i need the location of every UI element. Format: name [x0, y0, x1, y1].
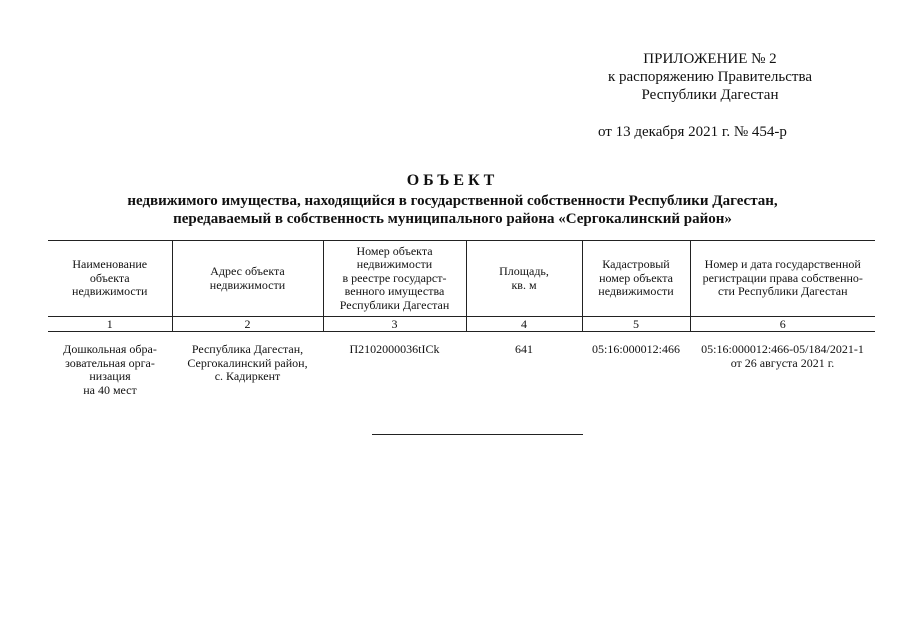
appendix-authority: Республики Дагестан: [641, 87, 779, 103]
column-number: 2: [172, 317, 323, 332]
header-text-line: недвижимости: [209, 277, 286, 292]
appendix-number: ПРИЛОЖЕНИЕ № 2: [643, 51, 777, 67]
header-text-line: Кадастровый: [602, 257, 670, 272]
cell-text-line: Республика Дагестан,: [191, 342, 304, 356]
header-text-line: номер объекта: [599, 270, 673, 285]
header-text-line: Республики Дагестан: [339, 297, 450, 312]
column-number: 1: [48, 317, 172, 332]
column-number: 4: [466, 317, 582, 332]
header-text-line: Площадь,: [499, 264, 549, 278]
header-text-line: в реестре государст-: [342, 270, 447, 285]
header-cell-cadastral: [582, 241, 690, 317]
cell-text-line: на 40 мест: [83, 382, 137, 397]
header-cell-area: [466, 241, 582, 317]
column-number: 5: [582, 317, 690, 332]
cell-text-line: Дошкольная обра-: [63, 342, 157, 356]
cell-area: [466, 332, 582, 398]
header-text-line: Номер объекта: [356, 243, 433, 258]
header-text-line: Наименование: [72, 257, 148, 272]
column-number: 6: [690, 317, 875, 332]
document-title: ОБЪЕКТ: [406, 172, 499, 189]
cell-text-line: от 26 августа 2021 г.: [730, 355, 835, 370]
appendix-order-ref: к распоряжению Правительства: [607, 69, 812, 85]
header-text-line: объекта: [89, 270, 130, 285]
header-cell-address: [172, 241, 323, 317]
header-text-line: кв. м: [511, 277, 537, 292]
cell-text-line: низация: [89, 369, 131, 383]
cell-registration: [690, 332, 875, 398]
document-subtitle-line-1: недвижимого имущества, находящийся в государственной собственности Республики Дагестан,: [127, 193, 778, 209]
header-text-line: регистрации права собственно-: [702, 270, 863, 285]
header-text-line: Номер и дата государственной: [704, 257, 861, 272]
cell-cadastral-number: [582, 332, 690, 398]
end-separator-line: [372, 434, 583, 435]
cell-object-name: [48, 332, 172, 398]
cell-registry-number: [323, 332, 466, 398]
header-text-line: недвижимости: [598, 284, 674, 299]
header-text-line: недвижимости: [72, 284, 148, 299]
document-subtitle-line-2: передаваемый в собственность муниципального района «Сергокалинский район»: [173, 211, 732, 227]
cell-text-line: 05:16:000012:466: [591, 342, 680, 356]
property-table: [48, 240, 875, 397]
table-row: [48, 332, 875, 398]
cell-text-line: зовательная орга-: [65, 355, 155, 370]
table-header-row: [48, 241, 875, 317]
header-text-line: сти Республики Дагестан: [717, 284, 848, 299]
header-text-line: Адрес объекта: [210, 264, 285, 278]
cell-text-line: Сергокалинский район,: [187, 355, 308, 370]
header-cell-registration: [690, 241, 875, 317]
appendix-block: [560, 50, 860, 104]
header-text-line: недвижимости: [356, 257, 433, 272]
header-text-line: венного имущества: [344, 284, 445, 299]
cell-text-line: 641: [515, 342, 533, 356]
header-cell-registry-number: [323, 241, 466, 317]
cell-address: [172, 332, 323, 398]
cell-text-line: 05:16:000012:466-05/184/2021-1: [701, 342, 864, 356]
column-number-row: [48, 317, 875, 332]
cell-text-line: П2102000036tICk: [349, 342, 440, 356]
document-heading: [0, 172, 905, 228]
column-number: 3: [323, 317, 466, 332]
cell-text-line: с. Кадиркент: [214, 369, 281, 383]
header-cell-name: [48, 241, 172, 317]
order-date: от 13 декабря 2021 г. № 454-р: [598, 124, 787, 140]
